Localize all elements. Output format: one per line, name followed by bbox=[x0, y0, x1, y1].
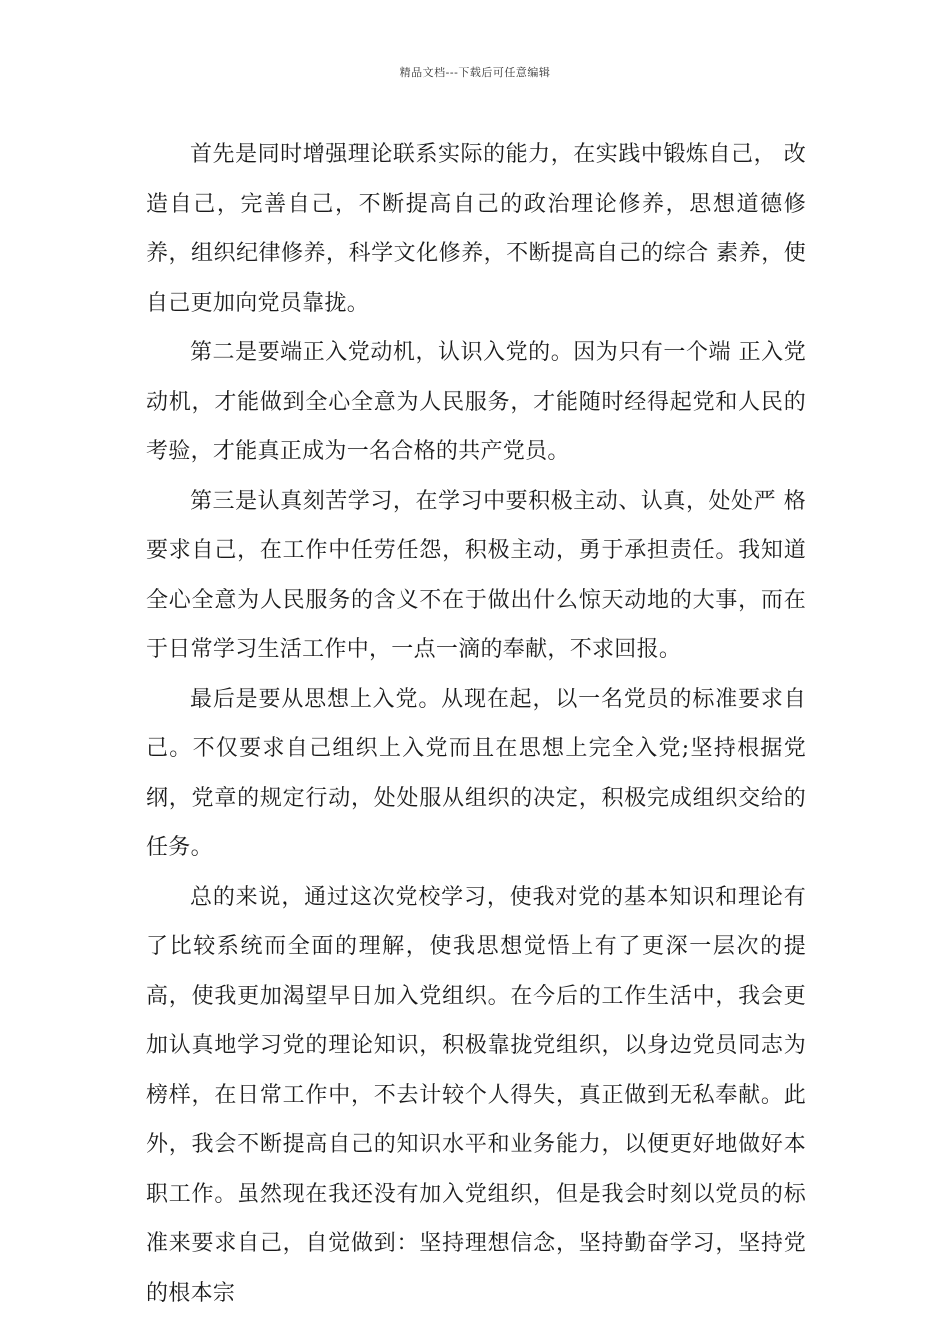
page-header: 精品文档---下载后可任意编辑 bbox=[399, 66, 551, 79]
paragraph-second: 第二是要端正入党动机，认识入党的。因为只有一个端 正入党动机，才能做到全心全意为人民服务，才能随时经得起党和人民的考验，才能真正成为一名合格的共产党员。 bbox=[146, 340, 806, 464]
paragraph-first: 首先是同时增强理论联系实际的能力，在实践中锻炼自己， 改造自己，完善自己，不断提高自己的政治理论修养，思想道德修养，组织纪律修养，科学文化修养，不断提高自己的综合 素养，使自己更加向党员靠拢。 bbox=[146, 142, 806, 316]
paragraph-third: 第三是认真刻苦学习，在学习中要积极主动、认真，处处严 格要求自己，在工作中任劳任怨，积极主动，勇于承担责任。我知道全心全意为人民服务的含义不在于做出什么惊天动地的大事，而在于日常学习生活工作中，一点一滴的奉献，不求回报。 bbox=[146, 488, 806, 662]
paragraph-fourth: 最后是要从思想上入党。从现在起，以一名党员的标准要求自己。不仅要求自己组织上入党而且在思想上完全入党;坚持根据党纲，党章的规定行动，处处服从组织的决定，积极完成组织交给的任务。 bbox=[146, 686, 806, 860]
paragraph-summary: 总的来说，通过这次党校学习，使我对党的基本知识和理论有了比较系统而全面的理解，使我思想觉悟上有了更深一层次的提高，使我更加渴望早日加入党组织。在今后的工作生活中，我会更加认真地学习党的理论知识，积极靠拢党组织，以身边党员同志为榜样，在日常工作中，不去计较个人得失，真正做到无私奉献。此外，我会不断提高自己的知识水平和业务能力，以便更好地做好本职工作。虽然现在我还没有加入党组织，但是我会时刻以党员的标准来要求自己，自觉做到：坚持理想信念，坚持勤奋学习，坚持党的根本宗 bbox=[146, 884, 806, 1306]
document-body bbox=[146, 130, 806, 1318]
